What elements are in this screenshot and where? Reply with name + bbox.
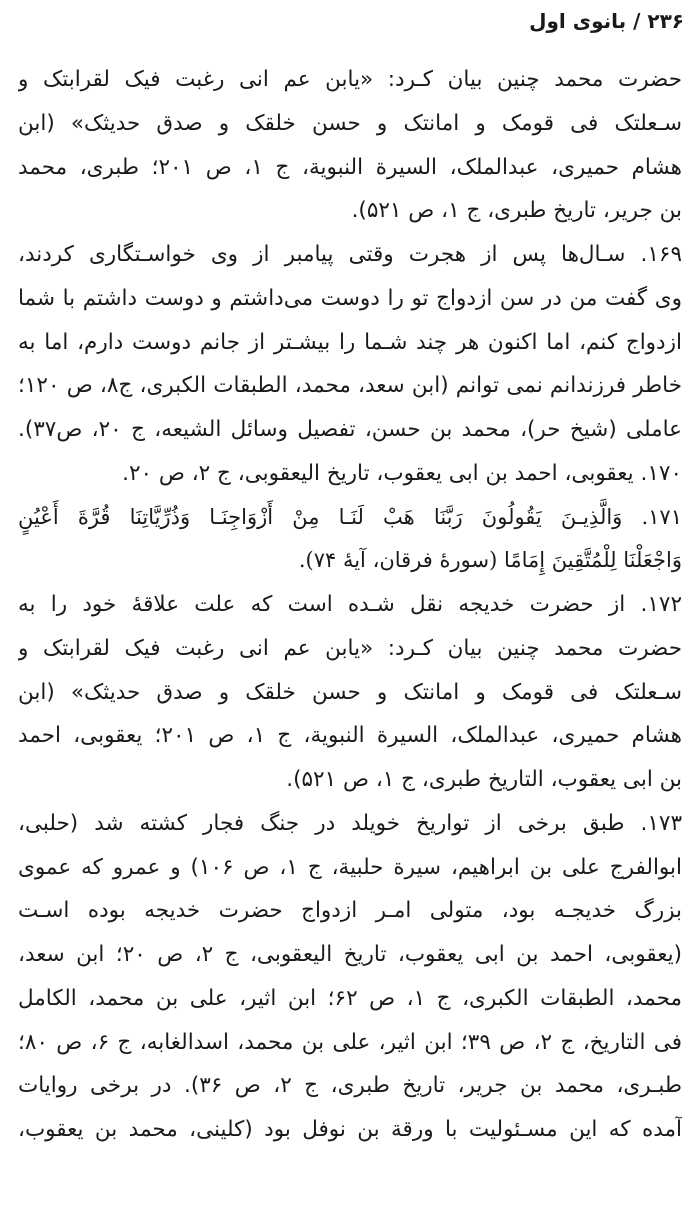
text-line: ازدواج کنم، اما اکنون هر چند شـما را بیشـتر از جانم دوست دارم، اما به: [18, 329, 682, 355]
text-line: هشام حمیری، عبدالملک، السیرة النبویة، ج ۱، ص ۲۰۱؛ طبری، محمد: [18, 154, 682, 180]
body-text: [18, 58, 682, 1152]
text-line: هشام حمیری، عبدالملک، السیرة النبویة، ج ۱، ص ۲۰۱؛ یعقوبی، احمد: [18, 723, 682, 749]
text-line: ابوالفرج علی بن ابراهیم، سیرة حلبیة، ج ۱، ص ۱۰۶) و عمرو که عموی: [18, 854, 682, 880]
text-line: آمده که این مسـئولیت با ورقة بن نوفل بود (کلینی، محمد بن یعقوب،: [18, 1117, 682, 1142]
text-line: طبـری، محمد بن جریر، تاریخ طبری، ج ۲، ص ۳۶). در برخی روایات: [18, 1073, 682, 1099]
text-line: حضرت محمد چنین بیان کـرد: «یابن عم انی رغبت فیک لقرابتک و: [18, 67, 682, 92]
text-line: خاطر فرزندانم نمی توانم (ابن سعد، محمد، الطبقات الکبری، ج۸، ص ۱۲۰؛: [18, 373, 682, 399]
text-line: سـعلتک فی قومک و امانتک و حسن خلقک و صدق حدیثک» (ابن: [18, 110, 682, 136]
text-line: محمد، الطبقات الکبری، ج ۱، ص ۶۲؛ ابن اثیر، علی بن محمد، الکامل: [18, 985, 682, 1011]
text-line: بن جریر، تاریخ طبری، ج ۱، ص ۵۲۱).: [351, 198, 682, 224]
text-line: وَاجْعَلْنَا لِلْمُتَّقِینَ إِمَامًا (سورهٔ فرقان، آیهٔ ۷۴).: [298, 548, 682, 573]
text-line: وی گفت من در سن ازدواج تو را دوست می‌داشتم و دوست داشتم با شما: [18, 285, 682, 311]
text-line: بزرگ خدیجـه بود، متولی امـر ازدواج حضرت خدیجه بوده اسـت: [18, 898, 682, 924]
text-line: سـعلتک فی قومک و امانتک و حسن خلقک و صدق حدیثک» (ابن: [18, 679, 682, 705]
footnote-172: ۱۷۲. از حضرت خدیجه نقل شـده است که علت علاقهٔ خود را به: [18, 592, 682, 617]
text-line: بن ابی یعقوب، التاریخ طبری، ج ۱، ص ۵۲۱).: [286, 767, 682, 792]
footnote-169: ۱۶۹. سـال‌ها پس از هجرت وقتی پیامبر از وی خواسـتگاری کردند،: [18, 242, 682, 267]
footnote-171-quran-verse: ۱۷۱. وَالَّذِیـنَ یَقُولُونَ رَبَّنَا هَبْ لَنَـا مِنْ أَزْوَاجِنَـا وَذُرِّیَّاتِنَا قُرَّةَ أَعْیُنٍ: [18, 504, 682, 529]
text-line: (یعقوبی، احمد بن ابی یعقوب، تاریخ الیعقوبی، ج ۲، ص ۲۰؛ ابن سعد،: [18, 942, 682, 967]
footnote-173: ۱۷۳. طبق برخی از تواریخ خویلد در جنگ فجار کشته شد (حلبی،: [18, 810, 682, 836]
text-line: عاملی (شیخ حر)، محمد بن حسن، تفصیل وسائل الشیعه، ج ۲۰، ص۳۷).: [18, 417, 682, 442]
text-line: حضرت محمد چنین بیان کـرد: «یابن عم انی رغبت فیک لقرابتک و: [18, 635, 682, 661]
text-line: فی التاریخ، ج ۲، ص ۳۹؛ ابن اثیر، علی بن محمد، اسدالغابه، ج ۶، ص ۸۰؛: [18, 1029, 682, 1055]
running-header: ۲۳۶ / بانوی اول: [529, 9, 684, 33]
footnote-170: ۱۷۰. یعقوبی، احمد بن ابی یعقوب، تاریخ الیعقوبی، ج ۲، ص ۲۰.: [122, 460, 682, 486]
